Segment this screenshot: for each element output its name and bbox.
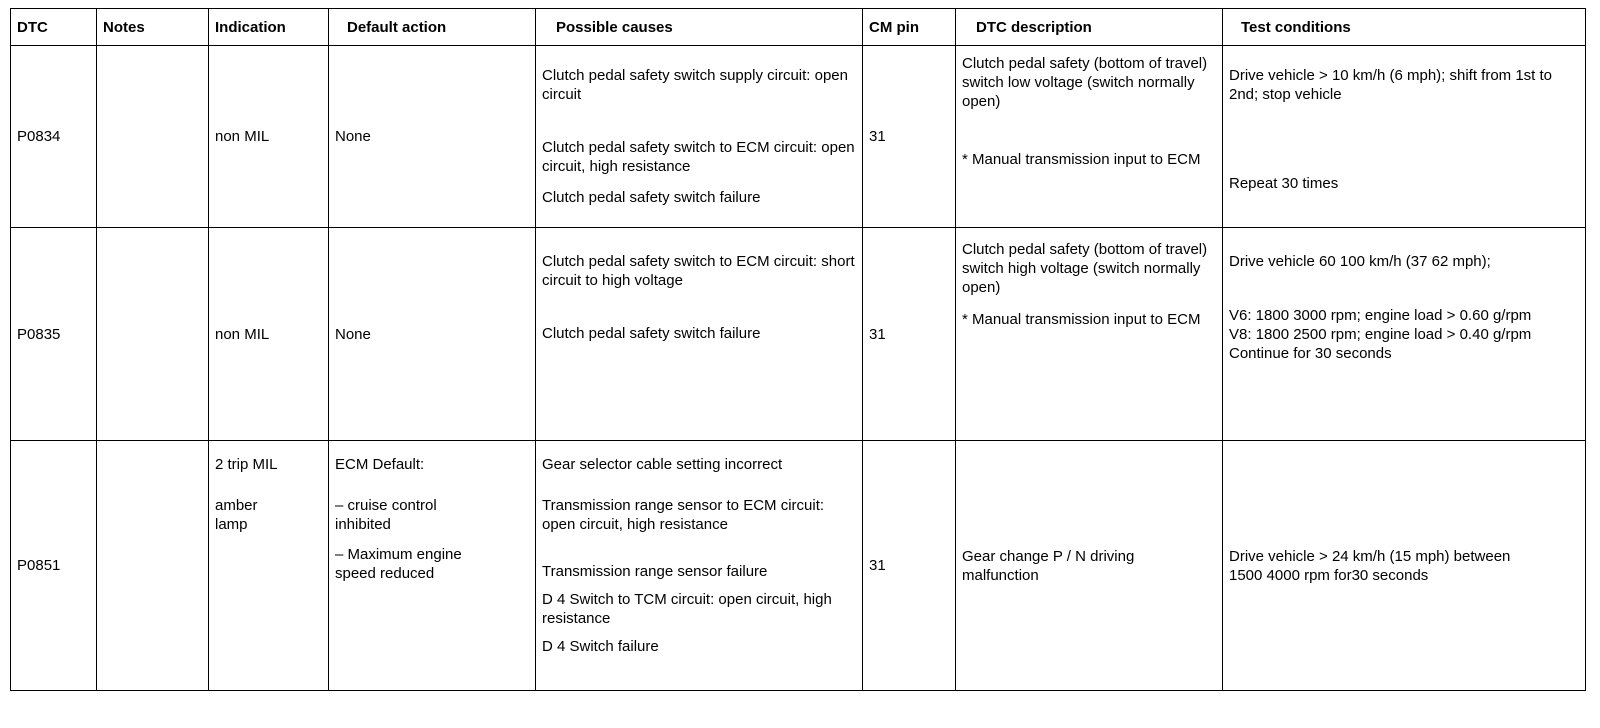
cause-item: Transmission range sensor to ECM circuit: open circuit, high resistance: [542, 497, 825, 533]
dtc-code: P0851: [11, 441, 97, 691]
header-dtc: DTC: [11, 9, 97, 46]
indication-cell: [209, 441, 329, 691]
cause-item: Clutch pedal safety switch failure: [542, 189, 761, 206]
notes-cell: [97, 228, 209, 441]
cm-pin-cell: 31: [863, 228, 956, 441]
possible-causes-cell: [536, 46, 863, 228]
test-condition: Drive vehicle > 10 km/h (6 mph); shift from 1st to 2nd; stop vehicle: [1229, 67, 1553, 103]
cause-item: Clutch pedal safety switch to ECM circuit: short circuit to high voltage: [542, 253, 855, 289]
header-cm-pin: CM pin: [863, 9, 956, 46]
default-action-text: ECM Default:: [335, 456, 425, 473]
default-action-text: None: [335, 325, 371, 343]
test-condition: V8: 1800 2500 rpm; engine load > 0.40 g/rpm: [1229, 326, 1532, 343]
notes-cell: [97, 441, 209, 691]
default-action-text: – Maximum engine speed reduced: [335, 546, 462, 582]
indication-cell: [209, 46, 329, 228]
test-condition: Drive vehicle 60 100 km/h (37 62 mph);: [1229, 253, 1491, 270]
notes-cell: [97, 46, 209, 228]
dtc-code: P0835: [11, 228, 97, 441]
description-text: Clutch pedal safety (bottom of travel) switch high voltage (switch normally open): [962, 241, 1208, 296]
dtc-description-cell: [956, 228, 1223, 441]
default-action-cell: [329, 46, 536, 228]
description-text: Clutch pedal safety (bottom of travel) switch low voltage (switch normally open): [962, 55, 1208, 110]
header-indication: Indication: [209, 9, 329, 46]
table-row: [11, 228, 1586, 441]
indication-text: non MIL: [215, 325, 270, 343]
description-note: * Manual transmission input to ECM: [962, 311, 1201, 328]
default-action-text: – cruise control inhibited: [335, 497, 437, 533]
description-text: Gear change P / N driving malfunction: [962, 547, 1135, 584]
default-action-cell: [329, 228, 536, 441]
dtc-code: P0834: [11, 46, 97, 228]
header-row: [11, 9, 1586, 46]
header-possible-causes: Possible causes: [536, 9, 863, 46]
possible-causes-cell: [536, 441, 863, 691]
default-action-text: None: [335, 128, 371, 145]
test-conditions-cell: [1223, 441, 1586, 691]
indication-text: non MIL: [215, 128, 270, 145]
test-conditions-cell: [1223, 228, 1586, 441]
cause-item: Transmission range sensor failure: [542, 563, 768, 580]
cm-pin-cell: 31: [863, 46, 956, 228]
possible-causes-cell: [536, 228, 863, 441]
cause-item: D 4 Switch failure: [542, 638, 659, 655]
dtc-description-cell: [956, 441, 1223, 691]
dtc-table: [10, 8, 1586, 691]
test-condition: Repeat 30 times: [1229, 175, 1339, 192]
test-condition: Drive vehicle > 24 km/h (15 mph) between 1500 4000 rpm for30 seconds: [1229, 547, 1511, 584]
table-row: [11, 441, 1586, 691]
table-row: [11, 46, 1586, 228]
cm-pin-cell: 31: [863, 441, 956, 691]
cause-item: Clutch pedal safety switch supply circuit: open circuit: [542, 67, 848, 103]
default-action-cell: [329, 441, 536, 691]
cause-item: Gear selector cable setting incorrect: [542, 456, 783, 473]
cause-item: D 4 Switch to TCM circuit: open circuit, high resistance: [542, 591, 832, 627]
indication-text: 2 trip MIL: [215, 456, 278, 473]
test-condition: V6: 1800 3000 rpm; engine load > 0.60 g/rpm: [1229, 307, 1532, 324]
cause-item: Clutch pedal safety switch failure: [542, 325, 761, 342]
description-note: * Manual transmission input to ECM: [962, 151, 1201, 168]
test-conditions-cell: [1223, 46, 1586, 228]
header-default-action: Default action: [329, 9, 536, 46]
dtc-description-cell: [956, 46, 1223, 228]
header-dtc-description: DTC description: [956, 9, 1223, 46]
header-test-conditions: Test conditions: [1223, 9, 1586, 46]
indication-cell: [209, 228, 329, 441]
cause-item: Clutch pedal safety switch to ECM circuit: open circuit, high resistance: [542, 139, 855, 175]
test-condition: Continue for 30 seconds: [1229, 345, 1392, 362]
header-notes: Notes: [97, 9, 209, 46]
indication-text: amber lamp: [215, 497, 258, 533]
